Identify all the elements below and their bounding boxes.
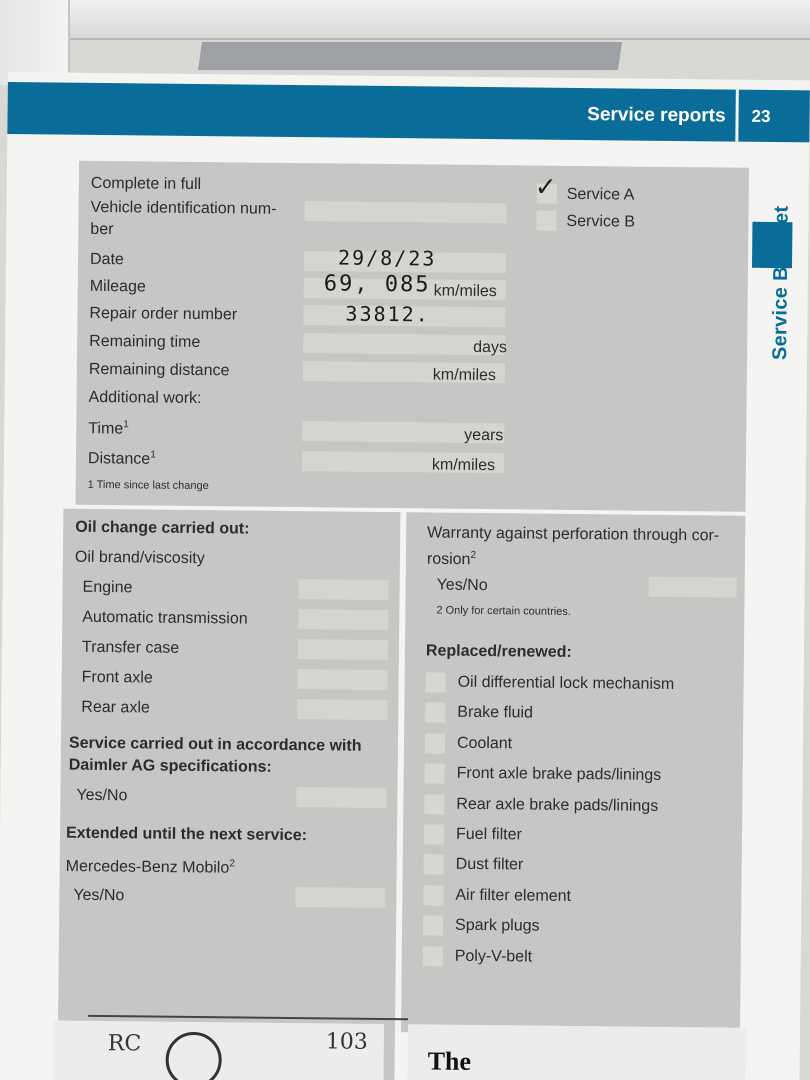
header-divider — [735, 90, 739, 142]
replaced-item-label: Oil differential lock mechanism — [457, 673, 675, 694]
mobilo-yes-no-field[interactable] — [295, 887, 385, 908]
engine-label: Engine — [82, 578, 133, 597]
warranty-footnote-ref: 2 — [470, 549, 477, 561]
mobilo-footnote-ref: 2 — [229, 858, 235, 870]
replaced-item-label: Coolant — [456, 734, 513, 753]
replaced-checkbox[interactable] — [424, 794, 444, 814]
mobilo-yes-no-label: Yes/No — [73, 886, 125, 905]
mileage-label: Mileage — [89, 277, 146, 296]
remaining-time-label: Remaining time — [89, 332, 201, 352]
warranty-label — [427, 522, 737, 574]
repair-order-value: 33812. — [345, 301, 430, 327]
page-number: 23 — [751, 106, 771, 126]
warranty-yes-no-field[interactable] — [649, 577, 737, 598]
service-b-checkbox[interactable] — [536, 211, 556, 231]
date-label: Date — [89, 250, 124, 269]
additional-work-label: Additional work: — [88, 388, 202, 408]
automatic-transmission-label: Automatic transmission — [82, 608, 248, 628]
transfer-case-field[interactable] — [298, 639, 388, 660]
stamp-text-right: The — [427, 1046, 472, 1076]
replaced-item-label: Poly-V-belt — [454, 947, 533, 966]
rear-axle-label: Rear axle — [81, 698, 150, 717]
remaining-distance-unit: km/miles — [432, 366, 497, 385]
repair-order-label: Repair order number — [89, 304, 238, 324]
mobilo-label — [66, 857, 235, 878]
distance-unit: km/miles — [431, 456, 496, 475]
replaced-item-label: Fuel filter — [455, 825, 522, 844]
oil-change-heading: Oil change carried out: — [75, 518, 250, 538]
engine-field[interactable] — [298, 579, 388, 600]
background-book — [50, 0, 810, 40]
warranty-yes-no-label: Yes/No — [436, 576, 488, 595]
distance-footnote-ref: 1 — [150, 449, 156, 461]
replaced-heading: Replaced/renewed: — [425, 642, 572, 661]
time-label-text: Time — [88, 420, 124, 438]
replaced-item-label: Dust filter — [455, 856, 524, 874]
service-b-label: Service B — [566, 212, 636, 231]
distance-label — [88, 449, 156, 469]
time-unit: years — [464, 426, 504, 445]
footnote-2: 2 Only for certain countries. — [436, 604, 571, 618]
transfer-case-label: Transfer case — [81, 638, 180, 657]
replaced-item-label: Air filter element — [455, 886, 572, 905]
complete-label: Complete in full — [90, 174, 202, 194]
time-footnote-ref: 1 — [123, 419, 129, 431]
oil-brand-label: Oil brand/viscosity — [74, 548, 205, 568]
mobilo-label-text: Mercedes-Benz Mobilo — [65, 857, 230, 877]
replaced-checkbox[interactable] — [425, 733, 445, 753]
background-shadow — [198, 42, 622, 70]
distance-label-text: Distance — [87, 450, 151, 468]
time-label — [88, 419, 129, 439]
warranty-label-text: Warranty against perforation through cor- rosion — [426, 524, 720, 569]
replaced-checkbox[interactable] — [423, 946, 443, 966]
footnote-1: 1 Time since last change — [87, 478, 209, 493]
front-axle-field[interactable] — [298, 669, 388, 690]
front-axle-label: Front axle — [81, 668, 153, 687]
booklet-page — [0, 72, 810, 1080]
page-title: Service reports — [587, 104, 726, 127]
remaining-time-unit: days — [473, 338, 508, 357]
stamp-text-number: 103 — [325, 1029, 368, 1055]
rear-axle-field[interactable] — [297, 699, 387, 720]
replaced-item-label: Spark plugs — [454, 916, 540, 935]
date-value: 29/8/23 — [337, 245, 437, 271]
replaced-checkbox[interactable] — [425, 703, 445, 723]
daimler-yes-no-field[interactable] — [296, 787, 386, 808]
remaining-distance-label: Remaining distance — [88, 360, 230, 380]
stamp-text-left: RC — [107, 1031, 142, 1057]
automatic-transmission-field[interactable] — [298, 609, 388, 630]
replaced-checkbox[interactable] — [426, 672, 446, 692]
replaced-item-label: Brake fluid — [457, 704, 533, 722]
extended-heading: Extended until the next service: — [65, 824, 308, 845]
service-a-label: Service A — [566, 185, 635, 204]
replaced-item-label: Front axle brake pads/linings — [456, 764, 662, 785]
replaced-checkbox[interactable] — [424, 824, 444, 844]
vin-label: Vehicle identification num- ber — [90, 198, 277, 239]
vin-field[interactable] — [304, 201, 506, 223]
side-tab-label: Service Booklet — [769, 205, 793, 361]
mileage-unit: km/miles — [433, 282, 497, 301]
replaced-checkbox[interactable] — [423, 885, 443, 905]
daimler-yes-no-label: Yes/No — [76, 786, 128, 805]
replaced-checkbox[interactable] — [425, 764, 445, 784]
replaced-item-label: Rear axle brake pads/linings — [456, 795, 659, 815]
daimler-heading: Service carried out in accordance with Daimler AG specifications: — [68, 734, 362, 776]
mileage-value: 69, 085 — [323, 271, 431, 298]
checkmark-icon: ✓ — [534, 171, 557, 202]
replaced-checkbox[interactable] — [423, 916, 443, 936]
replaced-checkbox[interactable] — [424, 855, 444, 875]
